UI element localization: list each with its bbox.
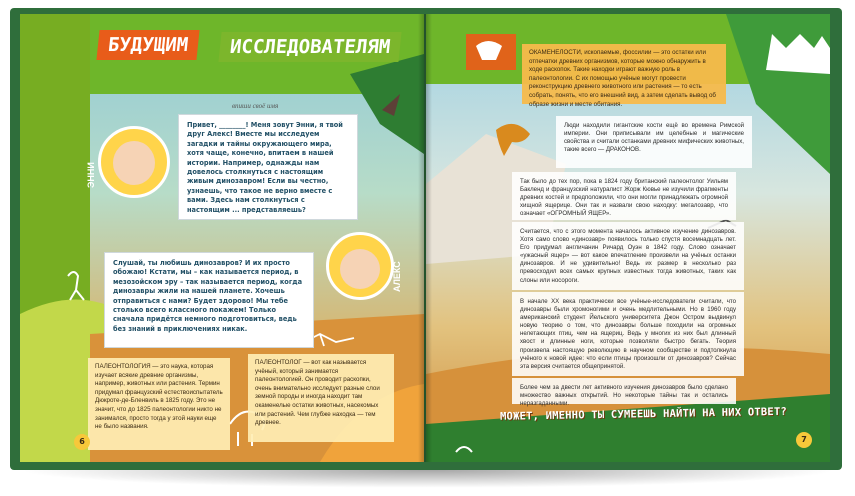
paleontology-definition: ПАЛЕОНТОЛОГИЯ — это наука, которая изучает всякие древние организмы, например, животных или растения. Термин придумал французский естествоиспытатель Дюкроте-де-Бленвиль в 1825 году. Это не значит, что до 1825 палеонтологии никто не занимался, просто тогда у этой науки еще не было названия. — [88, 358, 230, 450]
left-page — [20, 14, 424, 462]
page-number-right: 7 — [796, 432, 812, 448]
open-book — [10, 8, 842, 480]
speech-bubble-alex: Слушай, ты любишь динозавров? И их просто обожаю! Кстати, мы – как называется период, в мезозойском эру – так называется период, когда динозавры жили на нашей планете. Хочешь отправиться с нами? Будет здорово! Мы тебе столько всего классного покажем! Только сначала придётся немного подготовиться, ведь без знаний в приключениях никак. — [104, 252, 314, 348]
alex-face — [340, 249, 380, 289]
alex-name-tag: АЛЕКС — [392, 261, 402, 292]
trex-teeth-icon — [766, 34, 830, 74]
paragraph-ostrom-theory: В начале XX века практически все учёные-исследователи считали, что динозавры были хромоногими и очень медлительными. Но в 1960 году американский студент Йельского университета Джон Остром выдвинул новую теорию о том, что динозавры больше походили на огромных нелетающих птиц, чем на ящериц. Ведь у многих из них был длинный хвост и длинные ноги, которые позволяли быстро бегать. Теория произвела настоящую революцию в научном сообществе и подтолкнула учёного к новой идее: что если птицы произошли от динозавров? Сейчас эта версия считается общепринятой. — [512, 292, 744, 376]
dino-skull-icon — [466, 34, 516, 70]
annie-name-tag: ЭННИ — [86, 162, 96, 188]
fossils-definition: ОКАМЕНЕЛОСТИ, ископаемые, фоссилии — это остатки или отпечатки древних организмов, которые можно обнаружить в ходе раскопок. Такие находки играют важную роль в палеонтологии. С их помощью учёные могут провести реконструкцию древнего животного или растения — то есть собрать, понять, что его внешний вид, а затем сделать вывод об образе жизни и месте обитания. — [522, 44, 726, 104]
paragraph-discoveries: Более чем за двести лет активного изучения динозавров было сделано множество важных открытий. Но некоторые тайны так и остались неразгаданными. — [512, 378, 736, 404]
book-gutter — [418, 14, 432, 462]
signature-label: впиши своё имя — [232, 102, 279, 110]
title-part2: ИССЛЕДОВАТЕЛЯМ — [218, 32, 401, 62]
speech-bubble-annie: Привет, ________! Меня зовут Энни, я твой друг Алекс! Вместе мы исследуем загадки и тайны окружающего мира, хотя чаще, конечно, впитаем в нашей истории. Например, однажды нам довелось столкнуться с настоящим живым динозавром! Если вы честно, узнаешь, что такое не верно вместе с вами. Здесь нам столкнуться с настоящим ... представляешь? — [178, 114, 358, 220]
title-part1: БУДУЩИМ — [96, 30, 199, 60]
closing-question: МОЖЕТ, ИМЕННО ТЫ СУМЕЕШЬ НАЙТИ НА НИХ ОТВЕТ? — [499, 405, 788, 423]
paleontologist-definition: ПАЛЕОНТОЛОГ — вот как называется учёный, который занимается палеонтологией. Он проводит раскопки, очень внимательно исследует разные слои земной породы и иногда находит там окаменелые остатки животных, насекомых или растений. Чем глубже находка — тем древнее. — [248, 354, 394, 442]
paragraph-dinosaur-term: Считается, что с этого момента началось активное изучение динозавров. Хотя само слово «динозавр» появилось только спустя восемнадцать лет. Его придумал англичанин Ричард Оуэн в 1842 году. Слово означает «ужасный ящер» — вот какое впечатление произвели на учёных останки динозавров. И не удивительно! Ведь их размер в несколько раз превосходил всех самых крупных известных тогда животных, таких как слоны или носороги. — [512, 222, 744, 290]
annie-face — [113, 141, 155, 185]
page-number-left: 6 — [74, 434, 90, 450]
paragraph-megalosaurus: Так было до тех пор, пока в 1824 году британский палеонтолог Уильям Бакленд и французский натуралист Жорж Кювье не изучили фрагменты древних костей и предположили, что они могли принадлежать огромной хищной ящерице. Они так и назвали свою находку: мегалозавр, что означает «ОГРОМНЫЙ ЯЩЕР». — [512, 172, 736, 220]
right-page — [426, 14, 830, 462]
intro-dragons: Люди находили гигантские кости ещё во времена Римской империи. Они приписывали им целебные и магические свойства и считали останками древних мифических животных, такие всего — ДРАКОНОВ. — [556, 116, 752, 168]
alex-avatar — [326, 232, 394, 300]
annie-avatar — [98, 126, 170, 198]
